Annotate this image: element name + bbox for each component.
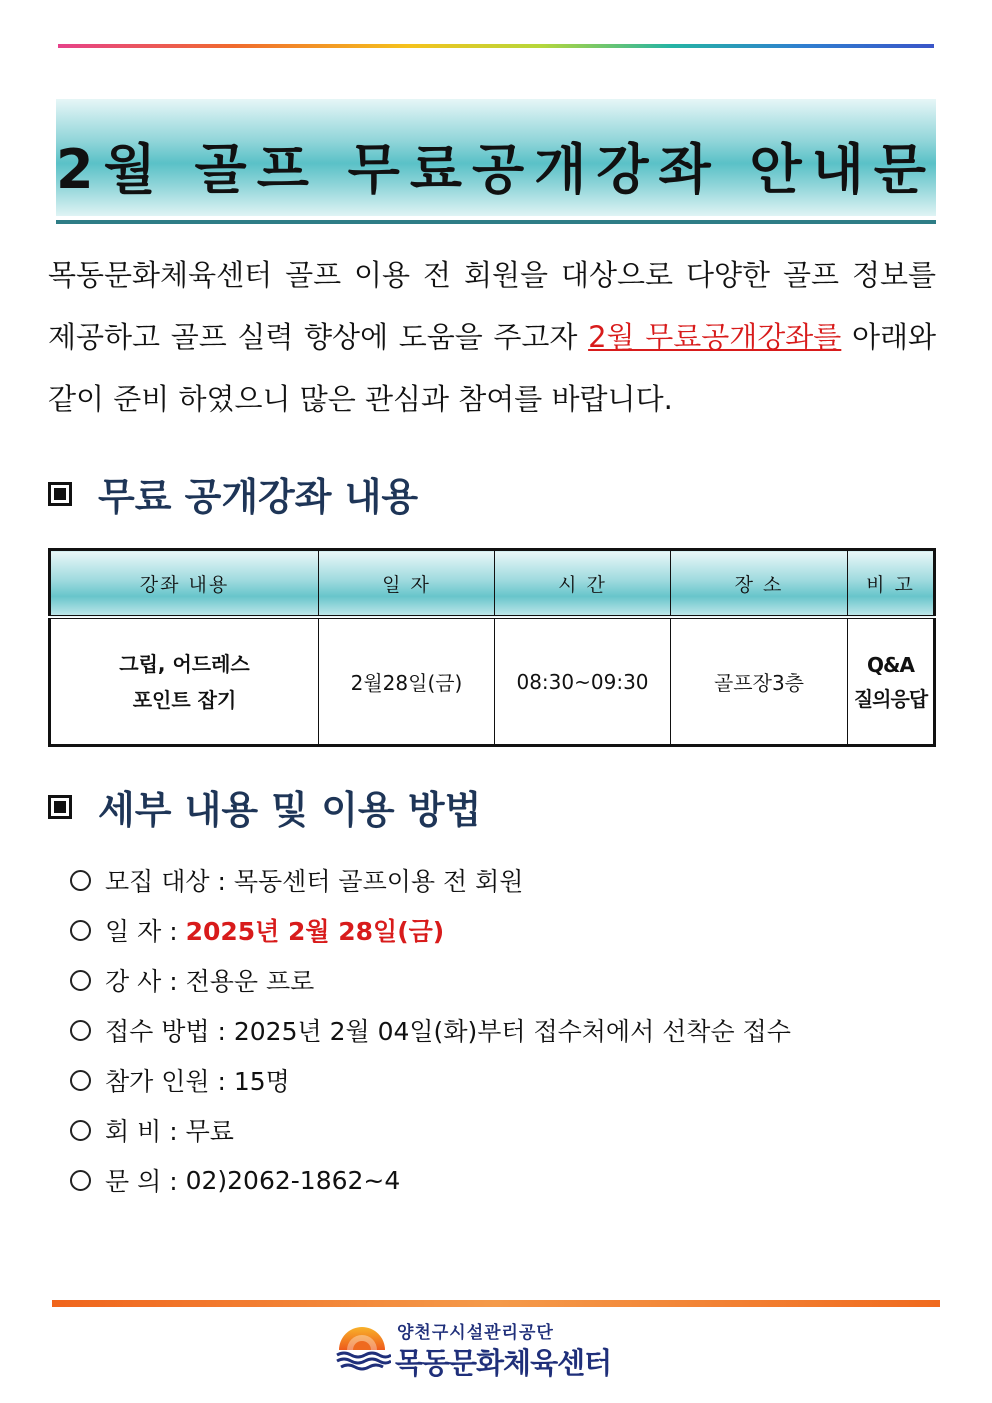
- col-header-note: 비 고: [848, 550, 935, 618]
- list-item: [70, 905, 791, 955]
- intro-paragraph: [48, 244, 936, 430]
- detail-value: 전용운 프로: [185, 967, 315, 996]
- sunrise-wave-logo-icon: [333, 1318, 391, 1376]
- footer-org-name: 양천구시설관리공단: [397, 1323, 554, 1343]
- title-banner: [56, 99, 936, 216]
- detail-value-highlight: 2025년 2월 28일(금): [185, 917, 445, 946]
- section-heading-details: [48, 779, 481, 834]
- detail-label: 일 자 :: [105, 917, 178, 946]
- intro-highlight: 2월 무료공개강좌를: [588, 320, 842, 354]
- detail-label: 접수 방법 :: [105, 1017, 226, 1046]
- list-item: [70, 955, 791, 1005]
- circle-bullet-icon: [70, 870, 91, 891]
- list-item: [70, 1005, 791, 1055]
- section-heading-course-content: [48, 466, 418, 521]
- list-item: [70, 1155, 791, 1205]
- cell-lecture: [50, 617, 319, 746]
- cell-note: [848, 617, 935, 746]
- section-heading-text: 무료 공개강좌 내용: [98, 475, 419, 519]
- detail-label: 강 사 :: [105, 967, 178, 996]
- detail-value: 02)2062-1862~4: [185, 1165, 401, 1195]
- lecture-line-2: 포인트 잡기: [132, 687, 237, 712]
- col-header-time: 시 간: [495, 550, 671, 618]
- details-list: [70, 855, 791, 1205]
- cell-time: 08:30~09:30: [495, 617, 671, 746]
- square-bullet-icon: [48, 482, 72, 506]
- top-rainbow-divider: [58, 44, 934, 48]
- list-item: [70, 855, 791, 905]
- list-item: [70, 1105, 791, 1155]
- detail-label: 문 의 :: [105, 1167, 178, 1196]
- intro-text-before: 목동문화체육센터 골프 이용 전 회원을 대상으로 다양한 골프 정보를 제공하고 골프 실력 향상에 도움을 주고자: [48, 258, 936, 354]
- circle-bullet-icon: [70, 970, 91, 991]
- detail-value: 2025년 2월 04일(화)부터 접수처에서 선착순 접수: [233, 1017, 791, 1046]
- square-bullet-icon: [48, 795, 72, 819]
- col-header-lecture: 강좌 내용: [50, 550, 319, 618]
- circle-bullet-icon: [70, 1170, 91, 1191]
- note-line-2: 질의응답: [853, 686, 928, 711]
- detail-value: 무료: [185, 1117, 234, 1146]
- footer-center-name: 목동문화체육센터: [395, 1346, 612, 1380]
- col-header-date: 일 자: [319, 550, 495, 618]
- cell-date: 2월28일(금): [319, 617, 495, 746]
- detail-value: 15명: [233, 1067, 290, 1096]
- circle-bullet-icon: [70, 1020, 91, 1041]
- course-table: [48, 548, 936, 747]
- detail-label: 모집 대상 :: [105, 867, 226, 896]
- detail-value: 목동센터 골프이용 전 회원: [233, 867, 524, 896]
- bottom-orange-divider: [52, 1300, 940, 1307]
- detail-label: 회 비 :: [105, 1117, 178, 1146]
- footer-logo: [333, 1318, 673, 1378]
- col-header-place: 장 소: [671, 550, 848, 618]
- table-row: [50, 617, 935, 746]
- table-header-row: [50, 550, 935, 618]
- circle-bullet-icon: [70, 920, 91, 941]
- list-item: [70, 1055, 791, 1105]
- page-title: 2월 골프 무료공개강좌 안내문: [56, 138, 936, 201]
- circle-bullet-icon: [70, 1070, 91, 1091]
- detail-label: 참가 인원 :: [105, 1067, 226, 1096]
- circle-bullet-icon: [70, 1120, 91, 1141]
- note-line-1: Q&A: [867, 652, 914, 677]
- cell-place: 골프장3층: [671, 617, 848, 746]
- lecture-line-1: 그립, 어드레스: [119, 651, 250, 676]
- intro-text-after: 아래와 같이 준비 하였으니 많은 관심과 참여를 바랍니다.: [48, 320, 936, 416]
- section-heading-text: 세부 내용 및 이용 방법: [98, 788, 482, 832]
